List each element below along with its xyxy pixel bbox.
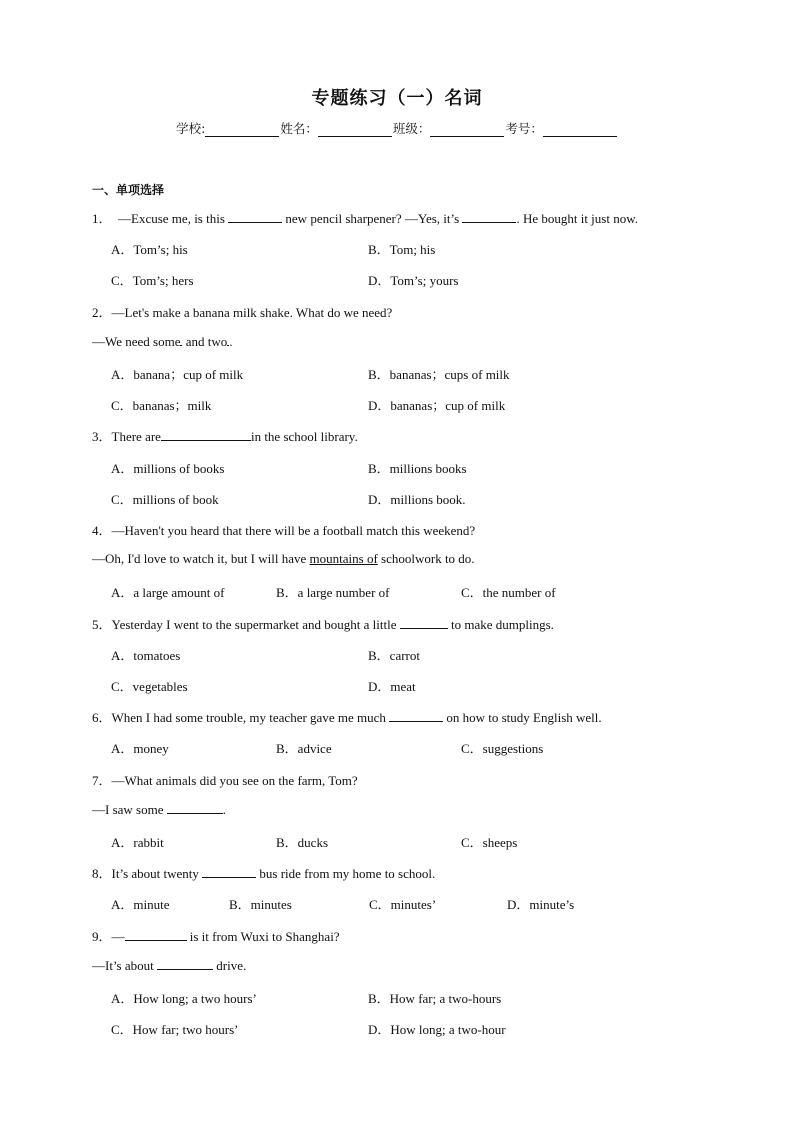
option-a[interactable]: A．rabbit [111, 835, 164, 850]
option-d[interactable]: D．How long; a two-hour [368, 1022, 506, 1037]
stem-text: and two [182, 334, 228, 349]
option-a[interactable]: A．banana；cup of milk [111, 367, 244, 382]
option-a[interactable]: A．minute [111, 897, 170, 912]
option-b[interactable]: B．carrot [368, 648, 420, 663]
stem-text: new pencil sharpener? —Yes, it’s [282, 211, 463, 226]
option-b[interactable]: B．a large number of [276, 585, 390, 600]
question-stem [92, 770, 358, 789]
question-number: 8． [92, 866, 112, 881]
page-title: 专题练习（一）名词 [311, 88, 483, 109]
question-stem [92, 426, 358, 445]
option-d[interactable]: D．meat [368, 679, 416, 694]
option-a[interactable]: A．a large amount of [111, 585, 225, 600]
option-b[interactable]: B．millions books [368, 461, 467, 476]
option-a[interactable]: A．Tom’s; his [111, 242, 188, 257]
answer-blank[interactable] [228, 210, 282, 223]
answer-blank[interactable] [157, 957, 213, 970]
option-c[interactable]: C．sheeps [461, 835, 518, 850]
stem-text: . [229, 334, 233, 349]
question-stem-line2 [92, 957, 246, 974]
question-number: 9． [92, 929, 112, 944]
question-stem [92, 208, 638, 227]
option-b[interactable]: B．minutes [229, 897, 292, 912]
answer-blank[interactable] [167, 801, 223, 814]
question-number: 6． [92, 710, 112, 725]
stem-text: —What animals did you see on the farm, Tom? [111, 773, 358, 788]
option-a[interactable]: A．millions of books [111, 461, 225, 476]
option-d[interactable]: D．minute’s [507, 897, 575, 912]
id-field[interactable] [543, 123, 617, 137]
stem-text: —I saw some [92, 802, 167, 817]
class-field[interactable] [430, 123, 504, 137]
stem-text: — [111, 929, 125, 944]
question-number: 1． [92, 211, 112, 226]
stem-text: —Let's make a banana milk shake. What do we need? [111, 305, 393, 320]
question-number: 7． [92, 773, 112, 788]
stem-text: There are [111, 429, 161, 444]
underlined-phrase: mountains of [309, 551, 378, 566]
question-stem-line2 [92, 551, 475, 567]
stem-text: —It’s about [92, 958, 157, 973]
option-b[interactable]: B．ducks [276, 835, 329, 850]
stem-text: It’s about twenty [111, 866, 203, 881]
answer-blank[interactable] [202, 865, 256, 878]
option-b[interactable]: B．advice [276, 741, 332, 756]
answer-blank[interactable] [125, 928, 187, 941]
question-stem [92, 520, 475, 539]
stem-text: —Haven't you heard that there will be a football match this weekend? [111, 523, 476, 538]
stem-text: to make dumplings. [447, 617, 554, 632]
question-stem [92, 863, 435, 882]
answer-blank[interactable] [462, 210, 516, 223]
option-c[interactable]: C．How far; two hours’ [111, 1022, 239, 1037]
section-heading: 一、单项选择 [92, 183, 165, 197]
stem-text: . [222, 802, 226, 817]
option-a[interactable]: A．money [111, 741, 169, 756]
class-label: 班级： [392, 121, 431, 136]
student-info-line [0, 119, 794, 137]
stem-text: schoolwork to do. [377, 551, 475, 566]
option-b[interactable]: B．bananas；cups of milk [368, 367, 510, 382]
question-stem-line2 [92, 801, 226, 818]
stem-text: in the school library. [250, 429, 358, 444]
option-b[interactable]: B．How far; a two-hours [368, 991, 502, 1006]
option-c[interactable]: C．millions of book [111, 492, 219, 507]
name-label: 姓名： [280, 121, 318, 136]
option-c[interactable]: C．vegetables [111, 679, 188, 694]
question-number: 5． [92, 617, 112, 632]
stem-text: Yesterday I went to the supermarket and bought a little [111, 617, 400, 632]
stem-text: on how to study English well. [443, 710, 602, 725]
option-c[interactable]: C．Tom’s; hers [111, 273, 194, 288]
question-stem [92, 926, 340, 945]
question-number: 3． [92, 429, 112, 444]
answer-blank[interactable] [161, 428, 251, 441]
question-number: 2． [92, 305, 112, 320]
option-d[interactable]: D．Tom’s; yours [368, 273, 459, 288]
option-a[interactable]: A．tomatoes [111, 648, 181, 663]
stem-text: bus ride from my home to school. [256, 866, 436, 881]
option-c[interactable]: C．suggestions [461, 741, 544, 756]
stem-text: is it from Wuxi to Shanghai? [186, 929, 340, 944]
name-field[interactable] [318, 123, 392, 137]
option-c[interactable]: C．minutes’ [369, 897, 437, 912]
option-b[interactable]: B．Tom; his [368, 242, 436, 257]
option-d[interactable]: D．bananas；cup of milk [368, 398, 506, 413]
id-label: 考号： [505, 121, 543, 136]
stem-text: When I had some trouble, my teacher gave me much [111, 710, 390, 725]
question-stem [92, 707, 602, 726]
stem-text: —Excuse me, is this [118, 211, 229, 226]
stem-text: —We need some [92, 334, 181, 349]
question-stem-line2 [92, 333, 233, 350]
option-c[interactable]: C．bananas；milk [111, 398, 212, 413]
school-field[interactable] [205, 123, 279, 137]
answer-blank[interactable] [400, 616, 448, 629]
option-c[interactable]: C．the number of [461, 585, 556, 600]
stem-text: —Oh, I'd love to watch it, but I will have [92, 551, 310, 566]
stem-text: . He bought it just now. [516, 211, 639, 226]
option-d[interactable]: D．millions book. [368, 492, 466, 507]
question-stem [92, 302, 392, 321]
stem-text: drive. [213, 958, 247, 973]
school-label: 学校: [176, 121, 206, 136]
answer-blank[interactable] [389, 709, 443, 722]
question-stem [92, 614, 554, 633]
question-number: 4． [92, 523, 112, 538]
option-a[interactable]: A．How long; a two hours’ [111, 991, 257, 1006]
